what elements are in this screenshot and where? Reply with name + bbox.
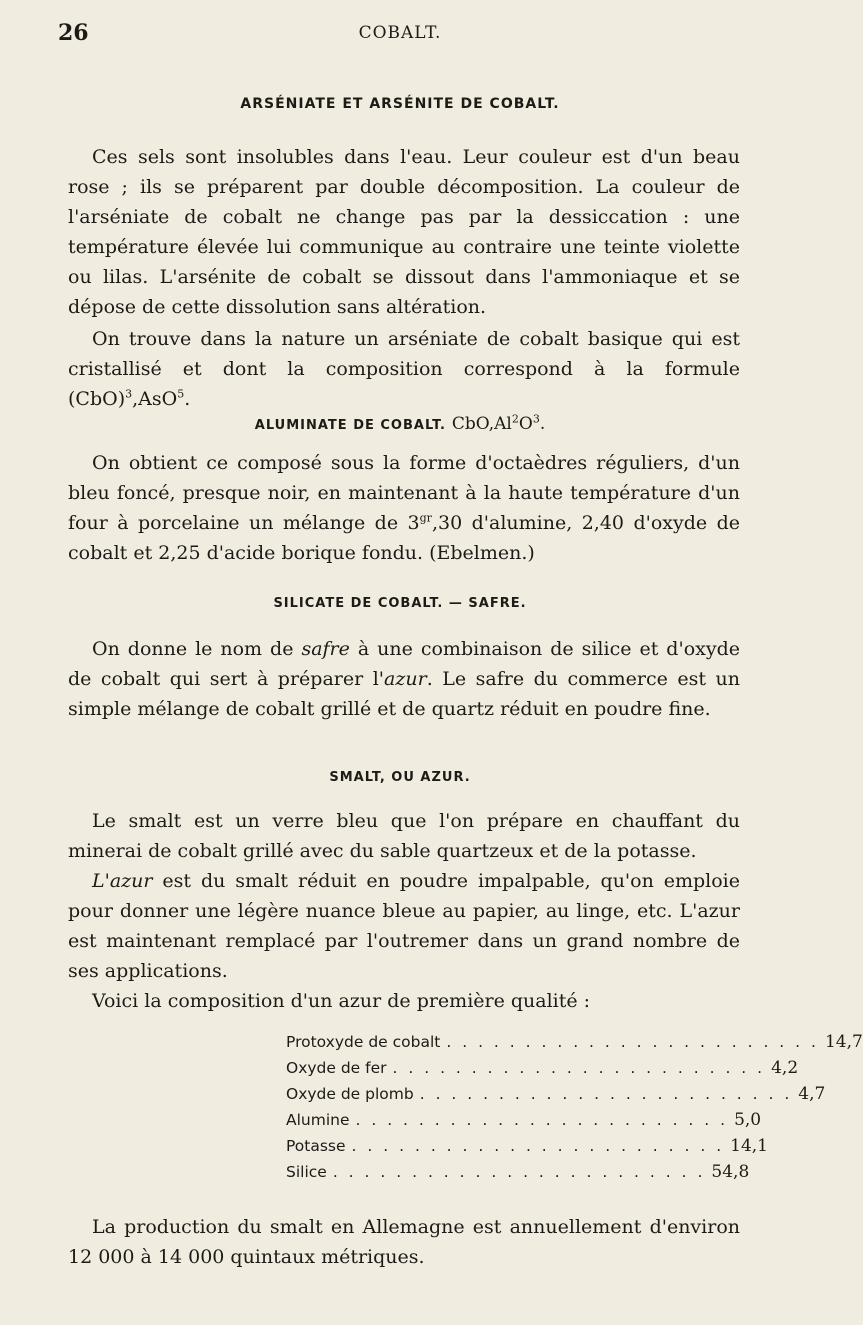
section-heading-smalt: SMALT, OU AZUR. <box>329 770 471 785</box>
composition-row <box>286 1110 762 1136</box>
section-heading-aluminate-label: ALUMINATE DE COBALT. <box>254 418 446 433</box>
composition-row <box>286 1084 826 1110</box>
composition-row <box>286 1136 768 1162</box>
dot-leader: . . . . . . . . . . . . . . . . . . . . . . . . <box>351 1137 725 1155</box>
page-number: 26 <box>58 20 89 46</box>
paragraph-production: La production du smalt en Allemagne est annuellement d'environ 12 000 à 14 000 quintaux métriques. <box>68 1216 740 1268</box>
composition-value: 5,0 <box>734 1110 762 1130</box>
paragraph-azur: L'azur est du smalt réduit en poudre impalpable, qu'on emploie pour donner une légère nuance bleue au papier, au linge, etc. L'azur est maintenant remplacé par l'outremer dans un grand nombre de ses applications. <box>68 870 740 982</box>
running-head <box>0 20 800 50</box>
composition-row <box>286 1162 750 1188</box>
composition-label: Oxyde de fer <box>286 1059 387 1077</box>
section-heading-silicate: SILICATE DE COBALT. — SAFRE. <box>273 596 527 611</box>
dot-leader: . . . . . . . . . . . . . . . . . . . . . . . . <box>392 1059 766 1077</box>
dot-leader: . . . . . . . . . . . . . . . . . . . . . . . . <box>446 1033 819 1051</box>
dot-leader: . . . . . . . . . . . . . . . . . . . . . . . . <box>332 1163 706 1181</box>
dot-leader: . . . . . . . . . . . . . . . . . . . . . . . . <box>355 1111 729 1129</box>
composition-value: 4,2 <box>771 1058 799 1078</box>
paragraph-arseniate-mineral <box>68 324 740 414</box>
composition-label: Potasse <box>286 1137 346 1155</box>
composition-value: 54,8 <box>711 1162 750 1182</box>
formula-aluminate: $CbO,Al^2O^3$. <box>451 412 546 434</box>
composition-value: 14,1 <box>730 1136 768 1156</box>
section-heading-aluminate <box>0 414 800 434</box>
paragraph-arseniate-mineral-text: On trouve dans la nature un arséniate de cobalt basique qui est cristallisé et dont la composition correspond à la formule <box>68 328 740 380</box>
paragraph-silicate: On donne le nom de safre à une combinaison de silice et d'oxyde de cobalt qui sert à préparer l'azur. Le safre du commerce est un simple mélange de cobalt grillé et de quartz réduit en poudre fine. <box>68 638 740 720</box>
formula-arseniate: (CbO)$^3$,AsO$^5$. <box>68 387 191 410</box>
dot-leader: . . . . . . . . . . . . . . . . . . . . . . . . <box>419 1085 793 1103</box>
running-title: COBALT. <box>358 23 442 43</box>
paragraph-composition-intro: Voici la composition d'un azur de première qualité : <box>92 990 591 1012</box>
composition-label: Protoxyde de cobalt <box>286 1033 441 1051</box>
composition-label: Silice <box>286 1163 327 1181</box>
composition-table <box>286 1032 863 1188</box>
paragraph-aluminate: On obtient ce composé sous la forme d'octaèdres réguliers, d'un bleu foncé, presque noir, en maintenant à la haute température d'un four à porcelaine un mélange de $3^{gr},30$ d'alumine, 2,40 d'oxyde de cobalt et 2,25 d'acide borique fondu. (Ebelmen.) <box>68 452 740 564</box>
composition-label: Alumine <box>286 1111 350 1129</box>
paragraph-arseniate-properties: Ces sels sont insolubles dans l'eau. Leur couleur est d'un beau rose ; ils se préparent par double décomposition. La couleur de l'arséniate de cobalt ne change pas par la dessiccation : une température élevée lui communique au contraire une teinte violette ou lilas. L'arsénite de cobalt se dissout dans l'ammoniaque et se dépose de cette dissolution sans altération. <box>68 146 740 318</box>
paragraph-smalt: Le smalt est un verre bleu que l'on prépare en chauffant du minerai de cobalt grillé avec du sable quartzeux et de la potasse. <box>68 810 740 862</box>
section-heading-arseniate: ARSÉNIATE ET ARSÉNITE DE COBALT. <box>240 96 560 112</box>
composition-label: Oxyde de plomb <box>286 1085 414 1103</box>
composition-row <box>286 1032 863 1058</box>
composition-value: 14,7 <box>824 1032 863 1052</box>
composition-row <box>286 1058 799 1084</box>
composition-value: 4,7 <box>798 1084 826 1104</box>
